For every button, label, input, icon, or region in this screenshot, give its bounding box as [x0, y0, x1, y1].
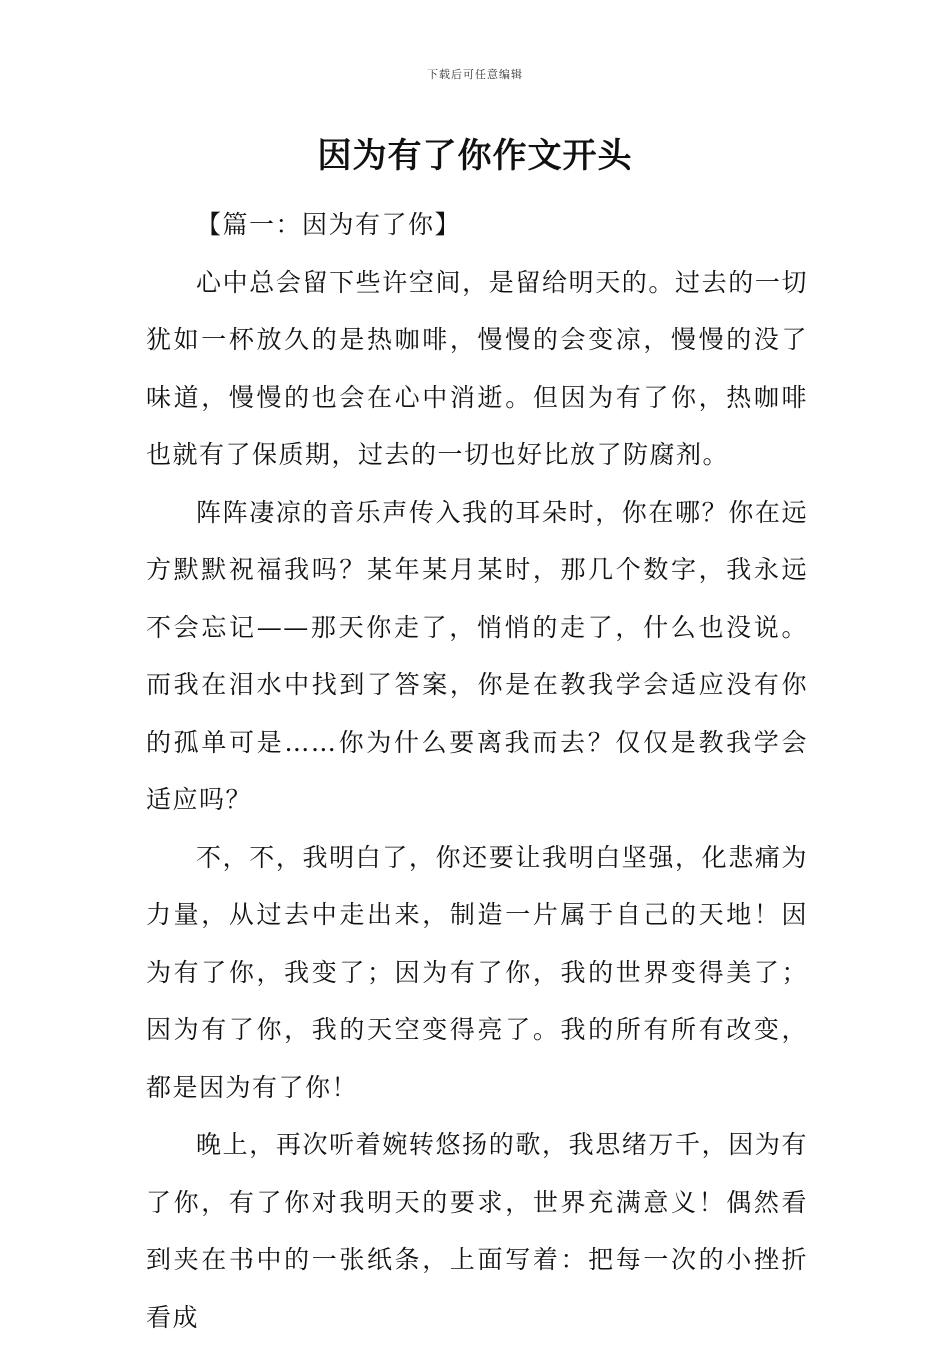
header-note: 下载后可任意编辑: [427, 68, 523, 81]
paragraph-4: 晚上，再次听着婉转悠扬的歌，我思绪万千，因为有了你，有了你对我明天的要求，世界充满意义！偶然看到夹在书中的一张纸条，上面写着：把每一次的小挫折看成: [146, 1130, 808, 1332]
paragraph-2: 阵阵凄凉的音乐声传入我的耳朵时，你在哪？你在远方默默祝福我吗？某年某月某时，那几个数字，我永远不会忘记——那天你走了，悄悄的走了，什么也没说。而我在泪水中找到了答案，你是在教我学会适应没有你的孤单可是……你为什么要离我而去？仅仅是教我学会适应吗？: [146, 497, 808, 814]
paragraph-1: 心中总会留下些许空间，是留给明天的。过去的一切犹如一杯放久的是热咖啡，慢慢的会变凉，慢慢的没了味道，慢慢的也会在心中消逝。但因为有了你，热咖啡也就有了保质期，过去的一切也好比放了防腐剂。: [146, 267, 808, 469]
document-body: [146, 196, 808, 1346]
document-title: 因为有了你作文开头: [317, 136, 633, 176]
paragraph-3: 不，不，我明白了，你还要让我明白坚强，化悲痛为力量，从过去中走出来，制造一片属于自己的天地！因为有了你，我变了；因为有了你，我的世界变得美了；因为有了你，我的天空变得亮了。我的所有所有改变，都是因为有了你！: [146, 842, 808, 1102]
section-heading: 【篇一：因为有了你】: [196, 210, 462, 239]
